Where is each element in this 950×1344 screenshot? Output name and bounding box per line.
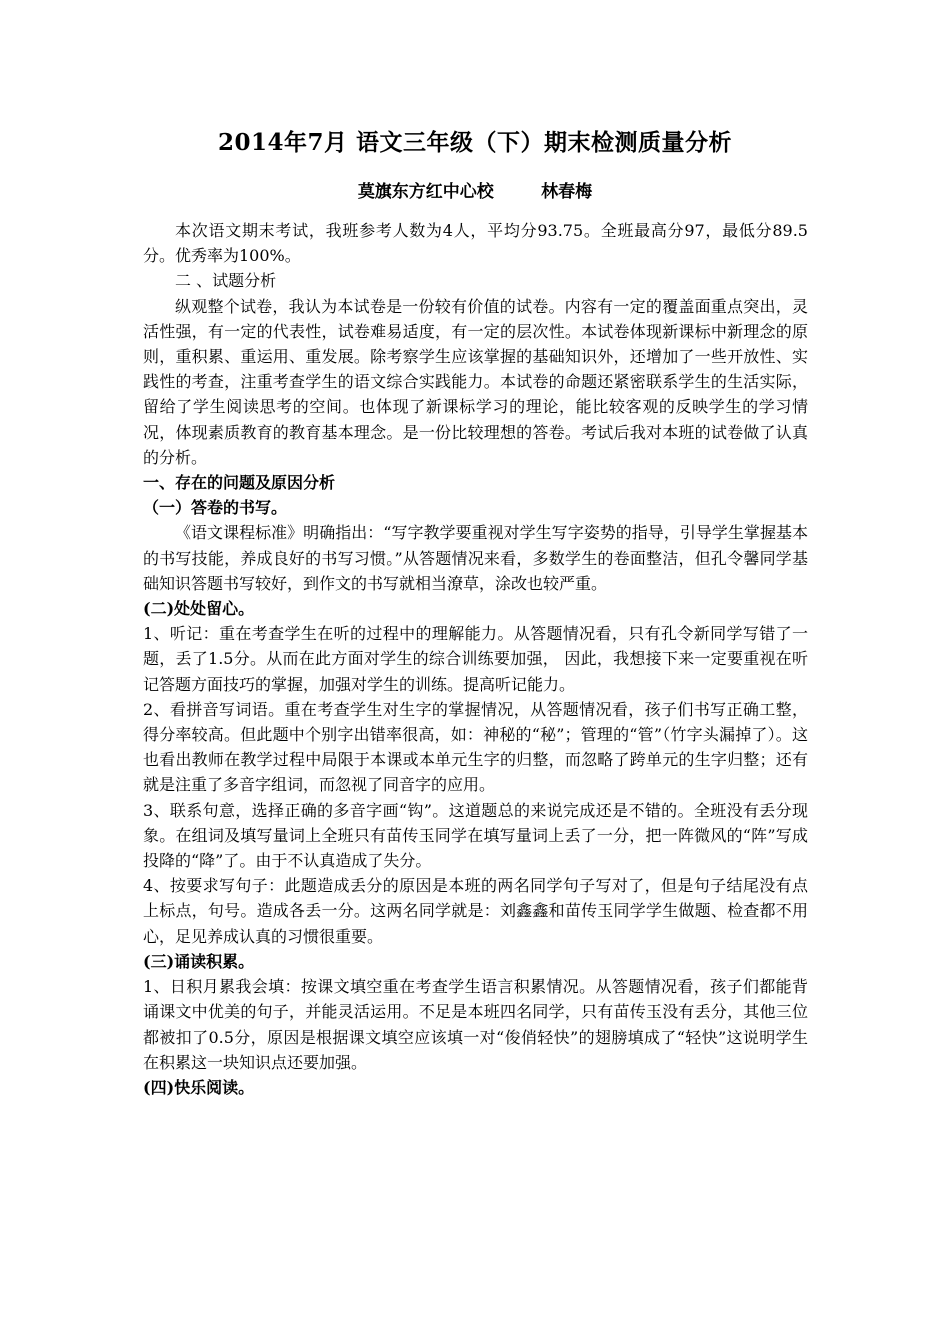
intro-paragraph: 本次语文期末考试，我班参考人数为4人，平均分93.75。全班最高分97，最低分89.5分。优秀率为100%。	[143, 221, 808, 266]
subsection-heading-reading: (四)快乐阅读。	[143, 1077, 255, 1097]
subsection-heading-attention: (二)处处留心。	[143, 599, 255, 619]
list-item-sentences: 4、按要求写句子：此题造成丢分的原因是本班的两名同学句子写对了，但是句子结尾没有点上标点，句号。造成各丢一分。这两名同学就是：刘鑫鑫和苗传玉同学学生做题、检查都不用心，足见养成认真的习惯很重要。	[143, 876, 808, 946]
list-item-accumulation: 1、日积月累我会填：按课文填空重在考查学生语言积累情况。从答题情况看，孩子们都能背诵课文中优美的句子，并能灵活运用。不足是本班四名同学，只有苗传玉没有丢分，其他三位都被扣了0.5分，原因是根据课文填空应该填一对“俊俏轻快”的翅膀填成了“轻快”这说明学生在积累这一块知识点还要加强。	[143, 977, 808, 1072]
writing-paragraph: 《语文课程标准》明确指出：“写字教学要重视对学生写字姿势的指导，引导学生掌握基本的书写技能，养成良好的书写习惯。”从答题情况来看，多数学生的卷面整洁，但孔令馨同学基础知识答题书写较好，到作文的书写就相当潦草，涂改也较严重。	[143, 523, 808, 593]
section-two-heading: 二 、试题分析	[175, 271, 277, 291]
school-and-author: 莫旗东方红中心校 林春梅	[357, 182, 593, 202]
list-item-pinyin: 2、看拼音写词语。重在考查学生对生字的掌握情况，从答题情况看，孩子们书写正确工整，得分率较高。但此题中个别字出错率很高，如：神秘的“秘”；管理的“管”（竹字头漏掉了）。这也看出教师在教学过程中局限于本课或本单元生字的归整，而忽略了跨单元的生字归整；还有就是注重了多音字组词，而忽视了同音字的应用。	[143, 699, 808, 795]
subsection-heading-writing: （一）答卷的书写。	[143, 498, 288, 518]
list-item-polyphone: 3、联系句意，选择正确的多音字画“钩”。这道题总的来说完成还是不错的。全班没有丢分现象。在组词及填写量词上全班只有苗传玉同学在填写量词上丢了一分，把一阵微风的“阵”写成投降的“降”了。由于不认真造成了失分。	[143, 800, 808, 871]
analysis-paragraph: 纵观整个试卷，我认为本试卷是一份较有价值的试卷。内容有一定的覆盖面重点突出，灵活性强，有一定的代表性，试卷难易适度，有一定的层次性。本试卷体现新课标中新理念的原则，重积累、重运用、重发展。除考察学生应该掌握的基础知识外，还增加了一些开放性、实践性的考查，注重考查学生的语文综合实践能力。本试卷的命题还紧密联系学生的生活实际，留给了学生阅读思考的空间。也体现了新课标学习的理论，能比较客观的反映学生的学习情况，体现素质教育的教育基本理念。是一份比较理想的答卷。考试后我对本班的试卷做了认真的分析。	[143, 296, 808, 467]
list-item-listening: 1、听记：重在考查学生在听的过程中的理解能力。从答题情况看，只有孔令新同学写错了一题，丢了1.5分。从而在此方面对学生的综合训练要加强， 因此，我想接下来一定要重视在听记答题方面技巧的掌握，加强对学生的训练。提高听记能力。	[143, 624, 808, 694]
document-body	[143, 218, 808, 1100]
section-one-heading: 一、存在的问题及原因分析	[143, 473, 336, 493]
subsection-heading-recitation: (三)诵读积累。	[143, 951, 255, 971]
document-title: 2014年7月 语文三年级（下）期末检测质量分析	[217, 129, 733, 156]
